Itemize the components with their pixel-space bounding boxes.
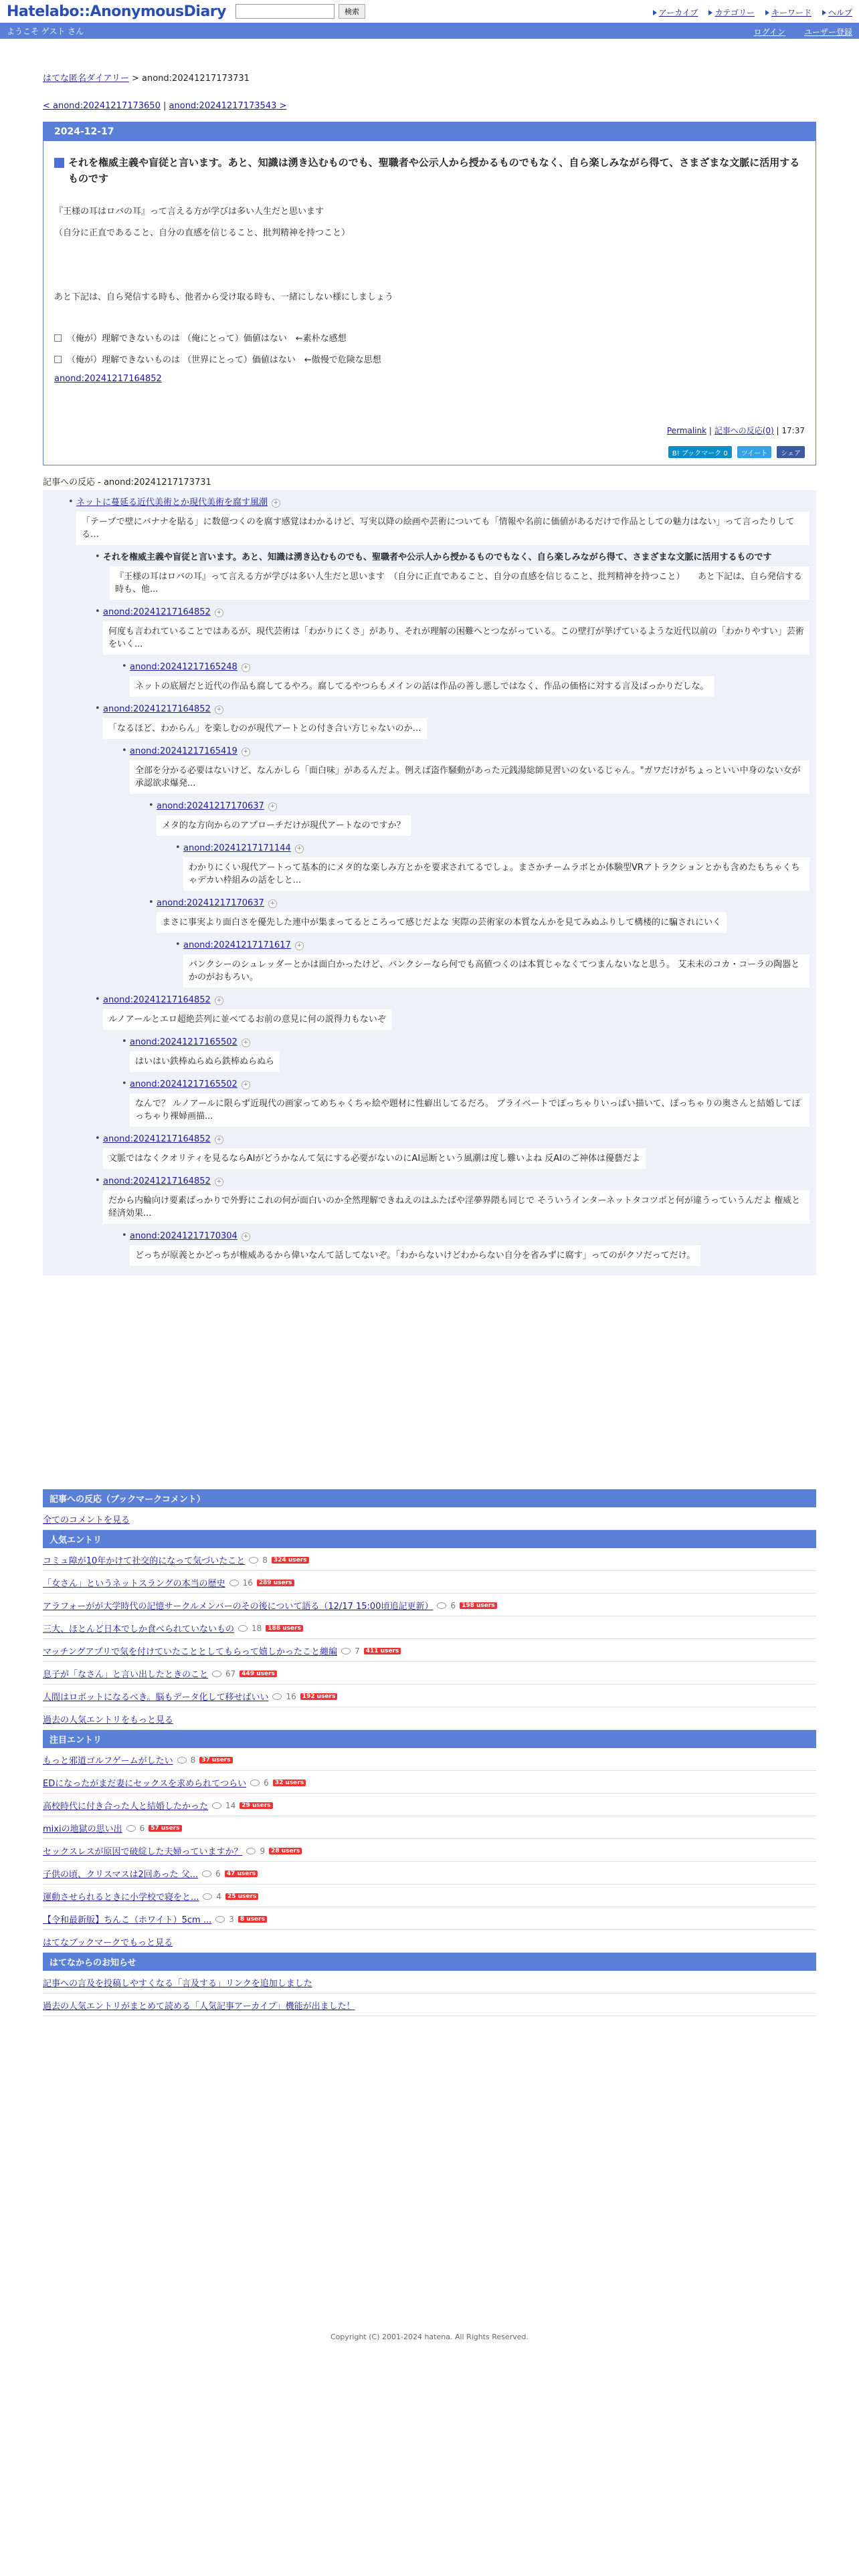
tree-node-excerpt: だから内輪向け要素ばっかりで外野にこれの何が面白いのか全然理解できねえのはふたばや淫夢界隈も同じで そういうインターネットタコツボと何が違うっていうんだよ 権威と経済効果... xyxy=(103,1190,809,1224)
notable-entry xyxy=(43,1794,816,1816)
notable-entry xyxy=(43,1839,816,1862)
tree-node xyxy=(130,1037,809,1072)
article-paragraph xyxy=(54,354,805,367)
comment-icon xyxy=(202,1870,211,1877)
tree-node-link[interactable]: • anond:20241217164852 xyxy=(103,995,211,1005)
expand-icon[interactable]: + xyxy=(215,1136,223,1144)
prev-entry-link[interactable]: < anond:20241217173650 xyxy=(43,101,161,111)
tree-node-link[interactable]: • anond:20241217164852 xyxy=(103,1134,211,1144)
article-line: （俺が）理解できないものは （俺にとって）価値はない ←素朴な感想 xyxy=(67,334,347,344)
expand-icon[interactable]: + xyxy=(242,1232,250,1241)
article-line: （俺が）理解できないものは （世界にとって）価値はない ←傲慢で危険な思想 xyxy=(67,355,381,365)
news-link[interactable]: 過去の人気エントリがまとめて読める「人気記事アーカイブ」機能が出ました！ xyxy=(43,2002,355,2012)
notable-entry-link[interactable]: mixiの地獄の思い出 xyxy=(43,1824,122,1834)
site-logo[interactable]: Hatelabo::AnonymousDiary xyxy=(7,3,226,20)
notable-entry-link[interactable]: 【令和最新版】ちんこ（ホワイト）5cm ... xyxy=(43,1915,212,1925)
tree-self-title: • それを権威主義や盲従と言います。あと、知識は湧き込むものでも、聖職者や公示人から授かるものでもなく、自ら楽しみながら得て、さまざまな文脈に活用するものです xyxy=(103,552,772,562)
welcome-text: ようこそ ゲスト さん xyxy=(7,26,84,36)
popular-entry xyxy=(43,1662,816,1685)
comment-icon xyxy=(246,1848,256,1854)
users-badge[interactable]: 324 users xyxy=(272,1557,309,1564)
expand-icon[interactable]: + xyxy=(215,706,223,714)
tree-node-link[interactable]: • anond:20241217165419 xyxy=(130,746,237,756)
article-paragraph xyxy=(54,332,805,346)
tree-node xyxy=(103,994,809,1030)
site-header xyxy=(0,0,859,23)
comment-icon xyxy=(177,1757,187,1763)
users-badge[interactable]: 32 users xyxy=(273,1780,306,1786)
expand-icon[interactable]: + xyxy=(268,802,277,811)
spacer xyxy=(43,1275,816,1489)
comment-icon xyxy=(126,1825,136,1832)
article-date: 2024-12-17 xyxy=(43,122,816,141)
comment-icon xyxy=(229,1580,239,1586)
tree-node-excerpt: はいはい鉄棒ぬらぬら鉄棒ぬらぬら xyxy=(130,1051,280,1072)
expand-icon[interactable]: + xyxy=(295,845,304,853)
hatena-bookmark-button[interactable]: B! ブックマーク 0 xyxy=(668,446,732,458)
tree-node xyxy=(103,704,809,739)
popular-entry-link[interactable]: 三大、ほとんど日本でしか食べられていないもの xyxy=(43,1624,235,1634)
tree-node xyxy=(103,1176,809,1224)
login-link[interactable]: ログイン xyxy=(753,27,785,37)
square-icon xyxy=(54,158,64,168)
users-badge[interactable]: 198 users xyxy=(460,1602,497,1609)
triangle-right-icon xyxy=(765,10,769,15)
main-content xyxy=(0,71,859,2016)
prev-next-nav xyxy=(43,101,816,111)
users-badge[interactable]: 28 users xyxy=(269,1848,302,1854)
tree-node-excerpt: 全部を分かる必要はないけど、なんかしら「面白味」があるんだよ。例えば盗作騒動があった元銭湯総師見習いの女いるじゃん。"ガワだけがちょっといい中身のない女が承認欲求爆発... xyxy=(130,760,809,794)
comment-icon xyxy=(238,1625,248,1632)
tweet-button[interactable]: ツイート xyxy=(737,446,772,458)
tree-node-excerpt: まさに事実より面白さを優先した連中が集まってるところって感じだよな 実際の芸術家の本質なんかを見てみぬふりして構楼的に騙されにいく xyxy=(157,912,727,933)
users-badge[interactable]: 411 users xyxy=(364,1648,401,1654)
box-icon xyxy=(54,334,62,342)
comment-count: 18 xyxy=(252,1623,262,1633)
header-nav xyxy=(653,7,852,18)
tree-node xyxy=(103,1134,809,1169)
expand-icon[interactable]: + xyxy=(215,1178,223,1186)
tree-node-link[interactable]: • anond:20241217165248 xyxy=(130,662,237,672)
bookmark-comments-heading: 記事への反応（ブックマークコメント） xyxy=(43,1489,816,1507)
popular-entry-link[interactable]: アラフォーがが大学時代の記憶サークルメンバーのその後について語る（12/17 15:00頃追記更新） xyxy=(43,1602,434,1612)
comment-count: 6 xyxy=(215,1868,221,1879)
comment-count: 16 xyxy=(286,1691,296,1701)
users-badge[interactable]: 8 users xyxy=(238,1916,267,1923)
notable-entry xyxy=(43,1907,816,1930)
tree-node xyxy=(183,940,809,988)
comment-icon xyxy=(249,1557,258,1564)
tree-node xyxy=(76,497,809,545)
comment-count: 6 xyxy=(450,1600,456,1610)
tree-node xyxy=(157,800,809,836)
notable-heading: 注目エントリ xyxy=(43,1730,816,1748)
article-meta: Permalink | 記事への反応(0) | 17:37 xyxy=(666,426,805,435)
article-title-text: それを権威主義や盲従と言います。あと、知識は湧き込むものでも、聖職者や公示人から授かるものでもなく、自ら楽しみながら得て、さまざまな文脈に活用するものです xyxy=(68,156,800,185)
popular-entry xyxy=(43,1594,816,1616)
tree-node xyxy=(130,661,809,697)
users-badge[interactable]: 192 users xyxy=(300,1693,338,1700)
comment-count: 8 xyxy=(190,1755,196,1765)
box-icon xyxy=(54,356,62,363)
nav-keyword[interactable]: キーワード xyxy=(765,7,812,18)
all-comments-link[interactable]: 全てのコメントを見る xyxy=(43,1515,130,1525)
notable-entry-link[interactable]: EDになったがまだ妻にセックスを求められてつらい xyxy=(43,1779,247,1789)
facebook-share-button[interactable]: シェア xyxy=(777,446,805,458)
tree-node-self xyxy=(103,552,809,600)
tree-node-excerpt: ネットの底層だと近代の作品も腐してるやろ。腐してるやつらもメインの話は作品の善し悪しではなく、作品の価格に対する言及ばっかりだしな。 xyxy=(130,676,714,697)
search-form xyxy=(235,4,365,19)
users-badge[interactable]: 188 users xyxy=(266,1625,303,1632)
reaction-tree xyxy=(43,490,816,1275)
users-badge[interactable]: 289 users xyxy=(257,1580,294,1586)
news-heading: はてなからのお知らせ xyxy=(43,1953,816,1971)
comment-count: 14 xyxy=(225,1800,236,1810)
tree-node-excerpt: バンクシーのシュレッダーとかは面白かったけど、バンクシーなら何でも高値つくのは本質じゃなくてつまんないなと思う。 艾未未のコカ・コーラの陶器とかのがおもろい。 xyxy=(183,954,809,988)
users-badge[interactable]: 37 users xyxy=(199,1757,232,1763)
users-badge[interactable]: 57 users xyxy=(149,1825,181,1832)
tree-node-excerpt: 「テープで壁にバナナを貼る」に数億つくのを腐す感覚はわかるけど、写実以降の絵画や芸術についても「情報や名前に価値があるだけで作品としての魅力はない」って言ったりしてる… xyxy=(76,512,809,545)
search-input[interactable] xyxy=(235,4,335,19)
tree-node xyxy=(130,746,809,794)
notable-entry-link[interactable]: 運動させられるときに小学校で寝をと... xyxy=(43,1893,199,1903)
comment-icon xyxy=(437,1602,446,1609)
permalink[interactable]: Permalink xyxy=(666,426,707,435)
nav-help[interactable]: ヘルプ xyxy=(822,7,852,18)
users-badge[interactable]: 29 users xyxy=(240,1802,272,1809)
notable-entry-link[interactable]: 子供の頃、クリスマスは2回あった 父... xyxy=(43,1870,199,1880)
news-item xyxy=(43,1994,816,2016)
users-badge[interactable]: 25 users xyxy=(225,1893,258,1900)
nav-archive[interactable]: アーカイブ xyxy=(653,7,698,18)
expand-icon[interactable]: + xyxy=(268,899,277,908)
notable-more-link[interactable]: はてなブックマークでもっと見る xyxy=(43,1938,173,1948)
expand-icon[interactable]: + xyxy=(295,942,304,950)
referenced-entry-link[interactable]: anond:20241217164852 xyxy=(54,374,162,384)
comment-icon xyxy=(272,1693,282,1700)
comment-count: 6 xyxy=(139,1823,145,1833)
tree-node-link[interactable]: • anond:20241217171617 xyxy=(183,940,291,950)
breadcrumb-current: anond:20241217173731 xyxy=(142,74,250,84)
comment-count: 8 xyxy=(262,1555,268,1565)
register-link[interactable]: ユーザー登録 xyxy=(803,27,852,37)
tree-node-link[interactable]: • anond:20241217165502 xyxy=(130,1079,237,1089)
comment-count: 3 xyxy=(229,1914,234,1924)
tree-node xyxy=(130,1230,809,1266)
triangle-right-icon xyxy=(708,10,712,15)
tree-node-link[interactable]: • anond:20241217164852 xyxy=(103,607,211,617)
tree-node-excerpt: メタ的な方向からのアプローチだけが現代アートなのですか？ xyxy=(157,815,411,836)
tree-node-excerpt: 何度も言われていることではあるが、現代芸術は「わかりにくさ」があり、それが理解の困難へとつながっている。この壁打が挙げているような近代以前の「わかりやすい」芸術をいく... xyxy=(103,621,809,655)
reactions-heading: 記事への反応 - anond:20241217173731 xyxy=(43,477,211,488)
comment-icon xyxy=(341,1648,351,1654)
popular-heading: 人気エントリ xyxy=(43,1530,816,1548)
welcome-bar xyxy=(0,23,859,39)
comment-count: 9 xyxy=(260,1846,266,1856)
article-time: 17:37 xyxy=(781,426,805,435)
article-title xyxy=(54,154,805,187)
article-paragraph: 『王様の耳はロバの耳』って言える方が学びは多い人生だと思います xyxy=(54,207,324,217)
search-button[interactable]: 検索 xyxy=(339,4,365,19)
news-link[interactable]: 記事への言及を投稿しやすくなる「言及する」リンクを追加しました xyxy=(43,1979,312,1989)
popular-entry xyxy=(43,1685,816,1707)
article-paragraph: （自分に正直であること、自分の直感を信じること、批判精神を持つこと） xyxy=(54,228,351,238)
triangle-right-icon xyxy=(653,10,657,15)
tree-node xyxy=(183,843,809,891)
tree-node-link[interactable]: • anond:20241217165502 xyxy=(130,1037,237,1047)
notable-entry xyxy=(43,1885,816,1907)
popular-list xyxy=(43,1548,816,1707)
notable-more-row xyxy=(43,1930,816,1953)
popular-entry xyxy=(43,1616,816,1639)
notable-entry-link[interactable]: もっと邪道ゴルフゲームがしたい xyxy=(43,1756,173,1766)
expand-icon[interactable]: + xyxy=(215,609,223,617)
expand-icon[interactable]: + xyxy=(242,1039,250,1047)
news-item xyxy=(43,1971,816,1994)
tree-node-excerpt: 『王様の耳はロバの耳』って言える方が学びは多い人生だと思います （自分に正直であること、自分の直感を信じること、批判精神を持つこと） あと下記は、自ら発信する時も、他... xyxy=(110,566,809,600)
nav-category[interactable]: カテゴリー xyxy=(708,7,755,18)
comment-count: 4 xyxy=(216,1891,222,1901)
tree-node-excerpt: なんで？ ルノアールに限らず近現代の画家ってめちゃくちゃ絵や題材に性癖出してるだろ。 ブライベートでぽっちゃりいっぱい描いて、ぽっちゃりの奥さんと結婚してぽっちゃり裸婦画描... xyxy=(130,1093,809,1127)
prevnext-sep: | xyxy=(163,101,167,111)
notable-entry-link[interactable]: セックスレスが原因で破綻した夫婦っていますか？ xyxy=(43,1847,243,1857)
popular-entry xyxy=(43,1571,816,1594)
tree-node xyxy=(130,1079,809,1127)
expand-icon[interactable]: + xyxy=(242,1081,250,1089)
tree-node-link[interactable]: • anond:20241217170304 xyxy=(130,1231,237,1241)
tree-node-link[interactable]: • anond:20241217164852 xyxy=(103,1176,211,1186)
comment-icon xyxy=(212,1671,221,1677)
popular-entry xyxy=(43,1548,816,1571)
comment-count: 6 xyxy=(264,1778,269,1788)
article-body xyxy=(43,141,816,465)
comment-icon xyxy=(250,1780,260,1786)
popular-entry-link[interactable]: マッチングアプリで気を付けていたこととしてもらって嬉しかったこと纏編 xyxy=(43,1647,338,1657)
popular-entry-link[interactable]: 人間はロボットになるべき。脳もデータ化して移せばいい xyxy=(43,1693,269,1703)
users-badge[interactable]: 47 users xyxy=(225,1870,258,1877)
popular-entry-link[interactable]: 息子が「なさん」と言い出したときのこと xyxy=(43,1670,209,1680)
notable-entry xyxy=(43,1748,816,1771)
popular-more-row xyxy=(43,1707,816,1730)
footer: Copyright (C) 2001-2024 hatena. All Rights Reserved. xyxy=(330,2333,529,2341)
comment-count: 67 xyxy=(225,1669,236,1679)
users-badge[interactable]: 449 users xyxy=(240,1671,277,1677)
breadcrumb xyxy=(43,71,816,84)
reactions-count-link[interactable]: 記事への反応(0) xyxy=(714,426,774,435)
notable-entry xyxy=(43,1771,816,1794)
comment-count: 16 xyxy=(242,1578,253,1588)
tree-node-link[interactable]: • anond:20241217170637 xyxy=(157,898,264,908)
notable-entry-link[interactable]: 高校時代に付き合った人と結婚したかった xyxy=(43,1802,209,1812)
tree-node-excerpt: どっちが原義とかどっちが権威あるから偉いなんて話してないぞ。「わからないけどわからない自分を省みずに腐す」ってのがクソだってだけ。 xyxy=(130,1245,700,1266)
tree-node-link[interactable]: • anond:20241217171144 xyxy=(183,843,291,853)
tree-node-excerpt: ルノアールとエロ超絶芸列に並べてるお前の意見に何の説得力もないぞ xyxy=(103,1009,391,1030)
expand-icon[interactable]: + xyxy=(215,996,223,1005)
tree-node-excerpt: 文脈ではなくクオリティを見るならAIがどうかなんて気にする必要がないのにAI忌断という風潮は度し難いよね 反AIのご神体は優藝だよ xyxy=(103,1148,646,1169)
notable-entry xyxy=(43,1862,816,1885)
tree-node-link[interactable]: • anond:20241217170637 xyxy=(157,801,264,811)
breadcrumb-sep: > xyxy=(131,74,139,84)
breadcrumb-home[interactable]: はてな匿名ダイアリー xyxy=(43,74,129,84)
tree-node-link[interactable]: • anond:20241217164852 xyxy=(103,704,211,714)
popular-entry-link[interactable]: 「女さん」というネットスラングの本当の歴史 xyxy=(43,1579,225,1589)
article-paragraph: あと下記は、自ら発信する時も、他者から受け取る時も、一緒にしない様にしましょう xyxy=(54,292,394,302)
tree-node xyxy=(157,897,809,933)
comment-icon xyxy=(215,1916,225,1923)
expand-icon[interactable]: + xyxy=(242,663,250,672)
tree-node-excerpt: 「なるほど、わからん」を楽しむのが現代アートとの付き合い方じゃないのか… xyxy=(103,718,427,739)
comment-icon xyxy=(212,1802,221,1809)
article xyxy=(43,122,816,465)
notable-entry xyxy=(43,1816,816,1839)
share-buttons xyxy=(668,446,805,458)
next-entry-link[interactable]: anond:20241217173543 > xyxy=(169,101,287,111)
tree-node xyxy=(103,607,809,655)
expand-icon[interactable]: + xyxy=(242,748,250,756)
comment-icon xyxy=(203,1893,212,1900)
expand-icon[interactable]: + xyxy=(272,499,280,508)
notable-list xyxy=(43,1748,816,1930)
tree-node-excerpt: わかりにくい現代アートって基本的にメタ的な楽しみ方とかを要求されてるでしょ。まさかチームラボとか体験型VRアトラクションとかも含めたもちゃくちゃデカい枠組みの話をしと... xyxy=(183,857,809,891)
popular-entry xyxy=(43,1639,816,1662)
tree-node-link[interactable]: • ネットに蔓延る近代美術とか現代美術を腐す風潮 xyxy=(76,498,268,508)
triangle-right-icon xyxy=(822,10,826,15)
all-comments-row xyxy=(43,1507,816,1530)
comment-count: 7 xyxy=(355,1646,360,1656)
popular-more-link[interactable]: 過去の人気エントリをもっと見る xyxy=(43,1715,174,1725)
popular-entry-link[interactable]: コミュ障が10年かけて社交的になって気づいたこと xyxy=(43,1556,246,1566)
